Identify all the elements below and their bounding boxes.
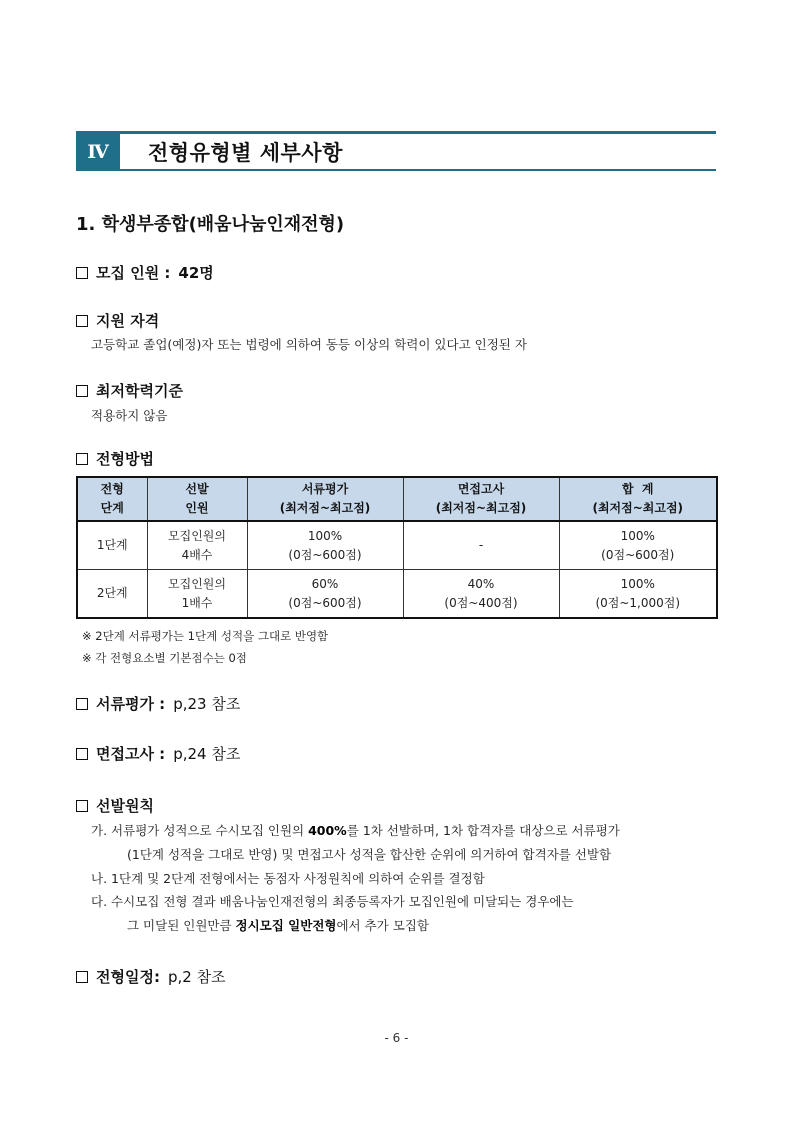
principle-item-a-line2: (1단계 성적을 그대로 반영) 및 면접고사 성적을 합산한 순위에 의거하여 합격자를 선발함 bbox=[127, 847, 612, 862]
eligibility-heading bbox=[76, 310, 159, 331]
doc-eval-label: 서류평가 : bbox=[96, 695, 166, 713]
table-cell: 100% (0점~1,000점) bbox=[559, 570, 717, 619]
eligibility-text: 고등학교 졸업(예정)자 또는 법령에 의하여 동등 이상의 학력이 있다고 인정된 자 bbox=[91, 337, 527, 352]
method-heading bbox=[76, 448, 154, 469]
recruit-value: 42명 bbox=[178, 264, 214, 282]
chapter-rule-bottom bbox=[76, 169, 716, 171]
chapter-title: 전형유형별 세부사항 bbox=[148, 141, 343, 165]
principle-a-highlight: 400% bbox=[308, 823, 347, 838]
table-cell: - bbox=[403, 521, 559, 570]
interview-label: 면접고사 : bbox=[96, 745, 166, 763]
principle-c-highlight: 정시모집 일반전형 bbox=[235, 918, 337, 933]
checkbox-square-icon bbox=[76, 315, 88, 327]
table-cell: 1단계 bbox=[77, 521, 147, 570]
checkbox-square-icon bbox=[76, 748, 88, 760]
principle-heading bbox=[76, 795, 154, 816]
principle-b-text: 1단계 및 2단계 전형에서는 동점자 사정원칙에 의하여 순위를 결정함 bbox=[111, 871, 485, 886]
table-note: ※ 각 전형요소별 기본점수는 0점 bbox=[82, 651, 247, 665]
eligibility-heading-label: 지원 자격 bbox=[96, 312, 160, 330]
schedule-heading bbox=[76, 966, 226, 987]
principle-c-text: 수시모집 전형 결과 배움나눔인재전형의 최종등록자가 모집인원에 미달되는 경우에는 bbox=[111, 894, 574, 909]
principle-item-b bbox=[91, 869, 485, 887]
principle-c-line2-text: 그 미달된 인원만큼 bbox=[127, 918, 236, 933]
list-marker: 가. bbox=[91, 823, 108, 838]
min-academic-heading bbox=[76, 380, 183, 401]
chapter-rule-top bbox=[76, 131, 716, 134]
table-row bbox=[77, 570, 717, 619]
checkbox-square-icon bbox=[76, 385, 88, 397]
header-total: 합 계 (최저점~최고점) bbox=[559, 477, 717, 521]
schedule-ref: p,2 참조 bbox=[167, 968, 226, 986]
list-marker: 다. bbox=[91, 894, 108, 909]
list-marker: 나. bbox=[91, 871, 108, 886]
checkbox-square-icon bbox=[76, 453, 88, 465]
interview-heading bbox=[76, 743, 240, 764]
principle-c-line2-cont: 에서 추가 모집함 bbox=[336, 918, 429, 933]
header-interview: 면접고사 (최저점~최고점) bbox=[403, 477, 559, 521]
principle-item-c bbox=[91, 892, 574, 910]
table-cell: 60% (0점~600점) bbox=[247, 570, 403, 619]
page-number: - 6 - bbox=[384, 1031, 409, 1045]
header-selection: 선발 인원 bbox=[147, 477, 247, 521]
header-document-eval: 서류평가 (최저점~최고점) bbox=[247, 477, 403, 521]
min-academic-text: 적용하지 않음 bbox=[91, 408, 168, 423]
principle-a-text-cont: 를 1차 선발하며, 1차 합격자를 대상으로 서류평가 bbox=[346, 823, 620, 838]
doc-eval-ref: p,23 참조 bbox=[173, 695, 241, 713]
table-cell: 100% (0점~600점) bbox=[247, 521, 403, 570]
table-cell: 100% (0점~600점) bbox=[559, 521, 717, 570]
table-note: ※ 2단계 서류평가는 1단계 성적을 그대로 반영함 bbox=[82, 629, 329, 643]
table-cell: 모집인원의 4배수 bbox=[147, 521, 247, 570]
checkbox-square-icon bbox=[76, 267, 88, 279]
schedule-label: 전형일정: bbox=[96, 968, 160, 986]
principle-a-text: 서류평가 성적으로 수시모집 인원의 bbox=[111, 823, 309, 838]
min-academic-heading-label: 최저학력기준 bbox=[96, 382, 183, 400]
table-cell: 2단계 bbox=[77, 570, 147, 619]
principle-item-c-line2 bbox=[127, 916, 429, 934]
chapter-number-badge: Ⅳ bbox=[76, 134, 120, 170]
table-cell: 모집인원의 1배수 bbox=[147, 570, 247, 619]
recruit-label: 모집 인원 : bbox=[96, 264, 171, 282]
selection-method-table bbox=[76, 476, 718, 619]
method-heading-label: 전형방법 bbox=[96, 450, 154, 468]
checkbox-square-icon bbox=[76, 971, 88, 983]
doc-eval-heading bbox=[76, 693, 240, 714]
section-title: 1. 학생부종합(배움나눔인재전형) bbox=[76, 214, 345, 235]
principle-heading-label: 선발원칙 bbox=[96, 797, 154, 815]
table-cell: 40% (0점~400점) bbox=[403, 570, 559, 619]
recruit-heading bbox=[76, 262, 214, 283]
table-row bbox=[77, 521, 717, 570]
header-stage: 전형 단계 bbox=[77, 477, 147, 521]
table-header-row bbox=[77, 477, 717, 521]
checkbox-square-icon bbox=[76, 800, 88, 812]
principle-item-a bbox=[91, 821, 620, 839]
checkbox-square-icon bbox=[76, 698, 88, 710]
interview-ref: p,24 참조 bbox=[173, 745, 241, 763]
